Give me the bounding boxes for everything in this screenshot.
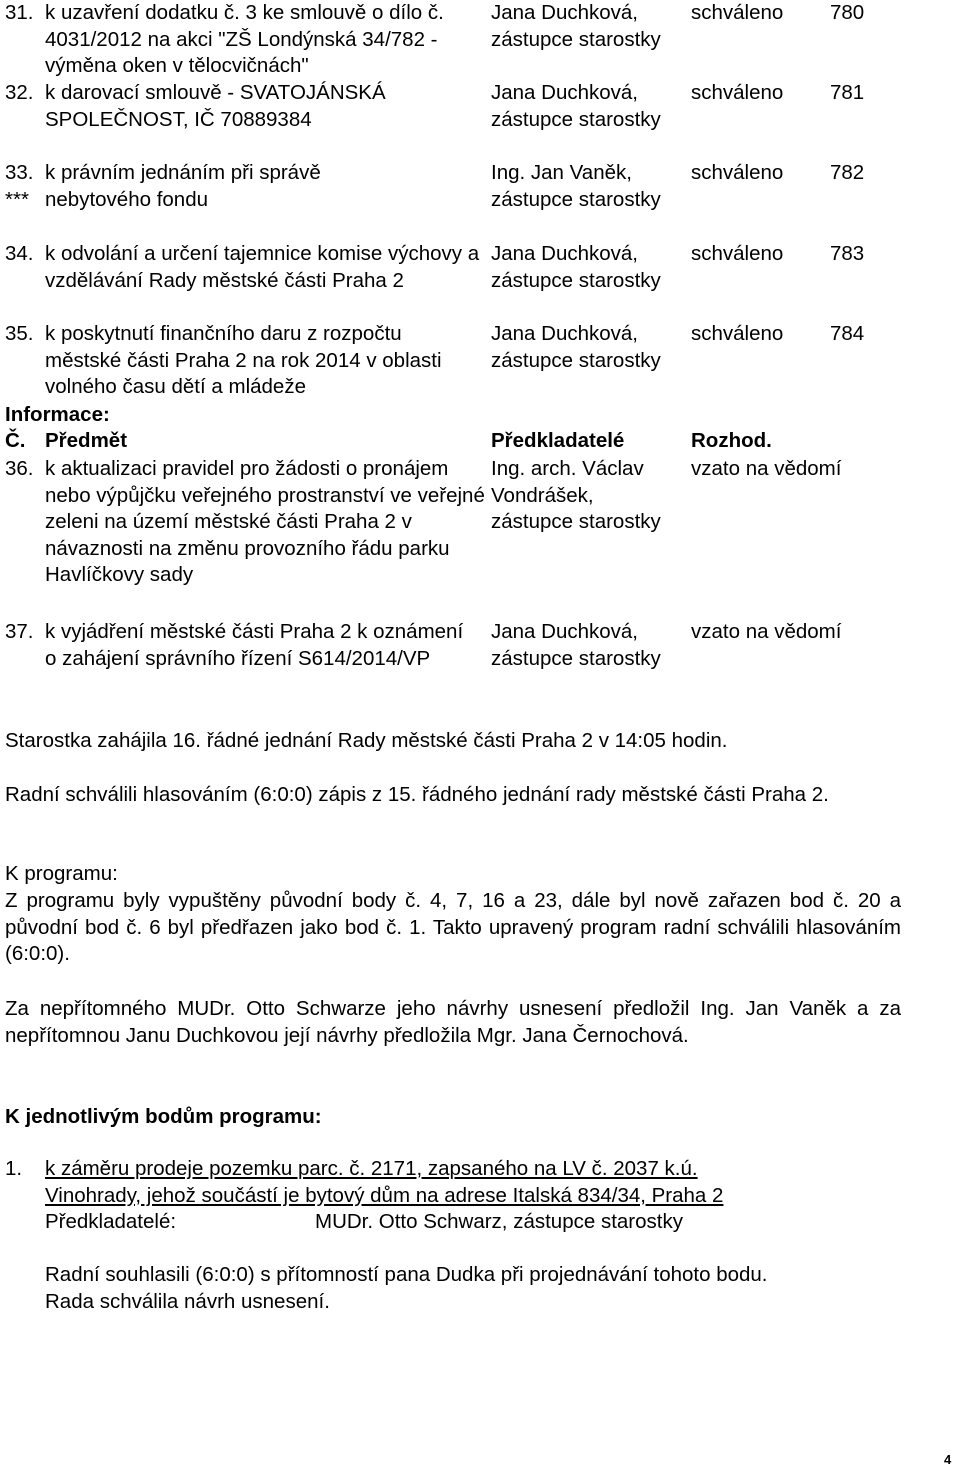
- item-number: 34.: [5, 242, 34, 265]
- header-subject: Předmět: [45, 429, 128, 452]
- point-presenter-row: [45, 1209, 875, 1236]
- item-number: 36.: [5, 457, 34, 480]
- opening-paragraph: Starostka zahájila 16. řádné jednání Rady městské části Praha 2 v 14:05 hodin.: [5, 729, 728, 752]
- confidential-marker: ***: [5, 187, 29, 211]
- agenda-item-36: [5, 456, 955, 589]
- item-subject: k odvolání a určení tajemnice komise výchovy a vzdělávání Rady městské části Praha 2: [45, 242, 480, 292]
- item-decision: vzato na vědomí: [691, 620, 842, 643]
- header-presenter: Předkladatelé: [491, 429, 625, 452]
- item-subject: k právním jednáním při správě nebytového fondu: [45, 161, 321, 211]
- item-resolution: 783: [830, 242, 865, 265]
- point-note-line-2: Rada schválila návrh usnesení.: [45, 1289, 330, 1313]
- item-resolution: 781: [830, 81, 865, 104]
- program-heading: K programu:: [5, 862, 118, 885]
- absence-paragraph: Za nepřítomného MUDr. Otto Schwarze jeho návrhy usnesení předložil Ing. Jan Vaněk a za nepřítomnou Janu Duchkovou její návrhy předložila Mgr. Jana Černochová.: [5, 997, 901, 1047]
- item-decision: schváleno: [691, 81, 784, 104]
- point-title-line-2: Vinohrady, jehož součástí je bytový dům na adrese Italská 834/34, Praha 2: [45, 1183, 724, 1207]
- item-resolution: 780: [830, 1, 865, 24]
- item-decision: schváleno: [691, 161, 784, 184]
- item-presenter: Jana Duchková, zástupce starostky: [491, 81, 661, 131]
- item-decision: schváleno: [691, 322, 784, 345]
- item-number: 35.: [5, 322, 34, 345]
- item-subject: k uzavření dodatku č. 3 ke smlouvě o dílo č. 4031/2012 na akci "ZŠ Londýnská 34/782 - výměna oken v tělocvičnách": [45, 1, 444, 77]
- info-heading: Informace:: [5, 403, 110, 426]
- item-number: 37.: [5, 620, 34, 643]
- point-note-line-1: Radní souhlasili (6:0:0) s přítomností pana Dudka při projednávání tohoto bodu.: [45, 1263, 768, 1286]
- item-number: 32.: [5, 81, 34, 104]
- presenter-name: MUDr. Otto Schwarz, zástupce starostky: [315, 1210, 683, 1233]
- program-paragraph: Z programu byly vypuštěny původní body č. 4, 7, 16 a 23, dále byl nově zařazen bod č. 20 a původní bod č. 6 byl předřazen jako bod č. 1. Takto upravený program radní schválili hlasováním (6:0:0).: [5, 889, 901, 965]
- header-decision: Rozhod.: [691, 429, 772, 452]
- item-subject: k poskytnutí finančního daru z rozpočtu městské části Praha 2 na rok 2014 v oblasti volného času dětí a mládeže: [45, 322, 442, 398]
- item-resolution: 784: [830, 322, 865, 345]
- agenda-item-35: [5, 321, 955, 401]
- minutes-paragraph: Radní schválili hlasováním (6:0:0) zápis z 15. řádného jednání rady městské části Praha 2.: [5, 783, 829, 806]
- item-subject: k darovací smlouvě - SVATOJÁNSKÁ SPOLEČNOST, IČ 70889384: [45, 81, 386, 131]
- item-decision: vzato na vědomí: [691, 457, 842, 480]
- agenda-item-32: [5, 80, 955, 133]
- item-decision: schváleno: [691, 1, 784, 24]
- agenda-item-33: [5, 160, 955, 213]
- item-decision: schváleno: [691, 242, 784, 265]
- header-number: Č.: [5, 429, 26, 452]
- item-number: 33.: [5, 161, 34, 184]
- item-presenter: Jana Duchková, zástupce starostky: [491, 242, 661, 292]
- page-number: 4: [944, 1452, 952, 1467]
- presenter-label: Předkladatelé:: [45, 1210, 177, 1233]
- agenda-item-34: [5, 241, 955, 294]
- point-number: 1.: [5, 1157, 23, 1180]
- item-presenter: Ing. arch. Václav Vondrášek, zástupce starostky: [491, 457, 661, 533]
- point-title-line-1: k záměru prodeje pozemku parc. č. 2171, zapsaného na LV č. 2037 k.ú.: [45, 1157, 698, 1180]
- program-point-1: [5, 1156, 875, 1315]
- item-presenter: Jana Duchková, zástupce starostky: [491, 620, 661, 670]
- item-presenter: Ing. Jan Vaněk, zástupce starostky: [491, 161, 661, 211]
- item-presenter: Jana Duchková, zástupce starostky: [491, 322, 661, 372]
- agenda-item-31: [5, 0, 955, 80]
- points-heading: K jednotlivým bodům programu:: [5, 1105, 322, 1128]
- table-header: [5, 428, 955, 455]
- item-presenter: Jana Duchková, zástupce starostky: [491, 1, 661, 51]
- agenda-item-37: [5, 619, 955, 672]
- item-resolution: 782: [830, 161, 865, 184]
- item-subject: k vyjádření městské části Praha 2 k oznámení o zahájení správního řízení S614/2014/VP: [45, 620, 464, 670]
- item-number: 31.: [5, 1, 34, 24]
- item-subject: k aktualizaci pravidel pro žádosti o pronájem nebo výpůjčku veřejného prostranství ve veřejné zeleni na území městské části Praha 2 v návaznosti na změnu provozního řádu parku Havlíčkovy sady: [45, 457, 485, 586]
